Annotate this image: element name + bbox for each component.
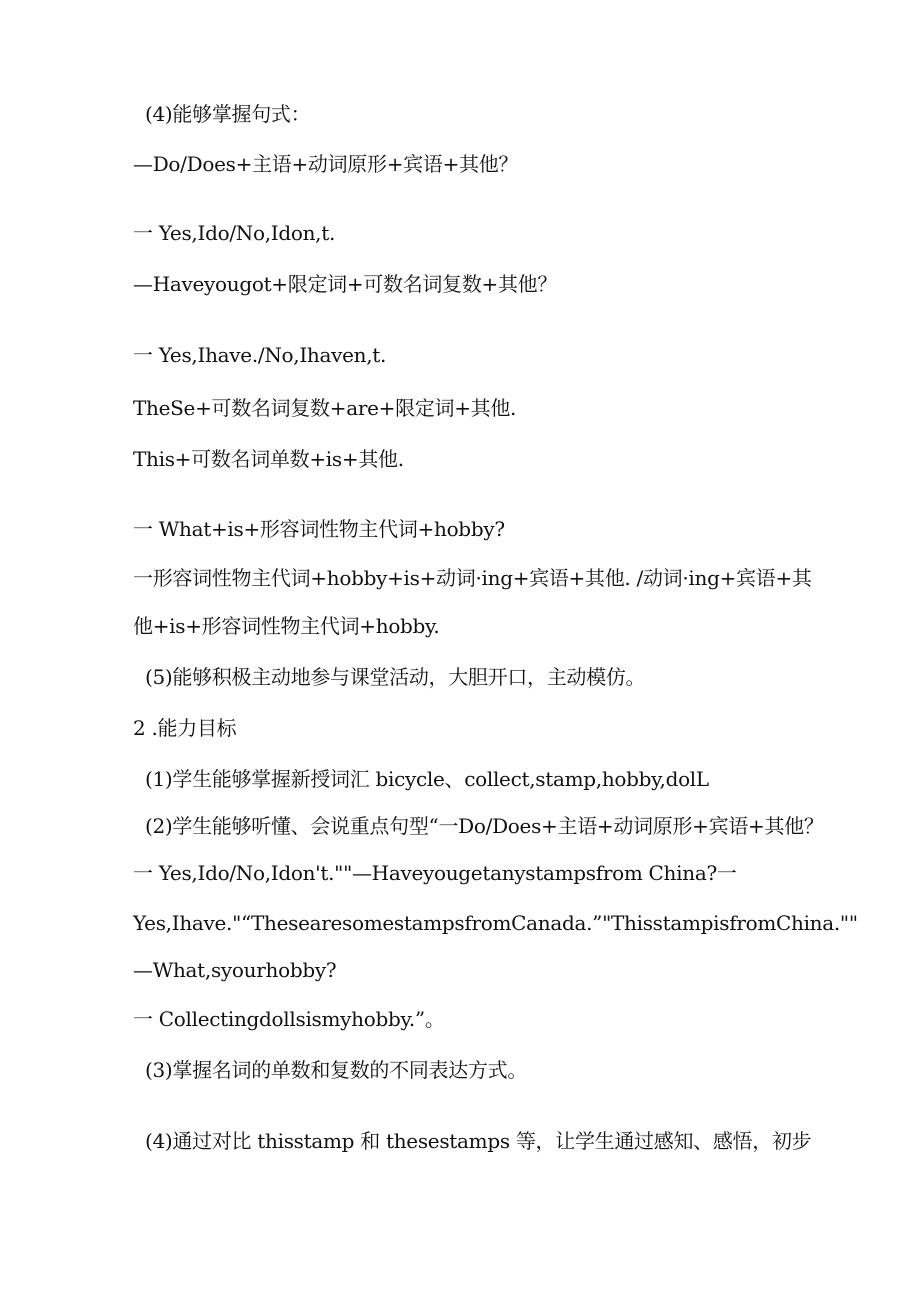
key-sentence-line2: Yes,Ihave."“ThesearesomestampsfromCanada.”"ThisstampisfromChina."" [133, 911, 858, 935]
pattern-this: This+可数名词单数+is+其他. [133, 447, 404, 471]
key-sentence-line4: 一 Collectingdollsismyhobby.”。 [133, 1007, 445, 1031]
ability-goal-singular-plural: (3)掌握名词的单数和复数的不同表达方式。 [145, 1058, 528, 1082]
ability-goal-vocabulary: (1)学生能够掌握新授词汇 bicycle、collect,stamp,hobby,dolL [145, 767, 709, 791]
sentence-patterns-heading: (4)能够掌握句式： [145, 102, 311, 126]
objective-participation: (5)能够积极主动地参与课堂活动，大胆开口，主动模仿。 [145, 665, 646, 689]
pattern-have-got-question: —Haveyougot+限定词+可数名词复数+其他？ [133, 272, 558, 296]
section-ability-goals-heading: 2 .能力目标 [133, 716, 237, 740]
key-sentence-line3: —What,syourhobby? [133, 958, 337, 982]
pattern-hobby-answer-line2: 他+is+形容词性物主代词+hobby. [133, 614, 440, 638]
pattern-these: TheSe+可数名词复数+are+限定词+其他. [133, 396, 517, 420]
pattern-have-got-answer: 一 Yes,Ihave./No,Ihaven,t. [133, 343, 387, 367]
pattern-do-does-question: —Do∕Does+主语+动词原形+宾语+其他？ [133, 152, 519, 176]
ability-goal-key-sentences: (2)学生能够听懂、会说重点句型“一Do∕Does+主语+动词原形+宾语+其他？ [145, 814, 824, 838]
pattern-do-does-answer: 一 Yes,Ido∕No,Idon,t. [133, 221, 336, 245]
key-sentence-line1: 一 Yes,Ido∕No,Idon't.""—Haveyougetanystampsfrom China?一 [133, 861, 737, 885]
pattern-what-hobby-question: 一 What+is+形容词性物主代词+hobby? [133, 517, 505, 541]
pattern-hobby-answer-line1: 一形容词性物主代词+hobby+is+动词·ing+宾语+其他. /动词·ing+宾语+其 [133, 566, 812, 590]
ability-goal-compare: (4)通过对比 thisstamp 和 thesestamps 等，让学生通过感知、感悟，初步 [145, 1129, 812, 1153]
